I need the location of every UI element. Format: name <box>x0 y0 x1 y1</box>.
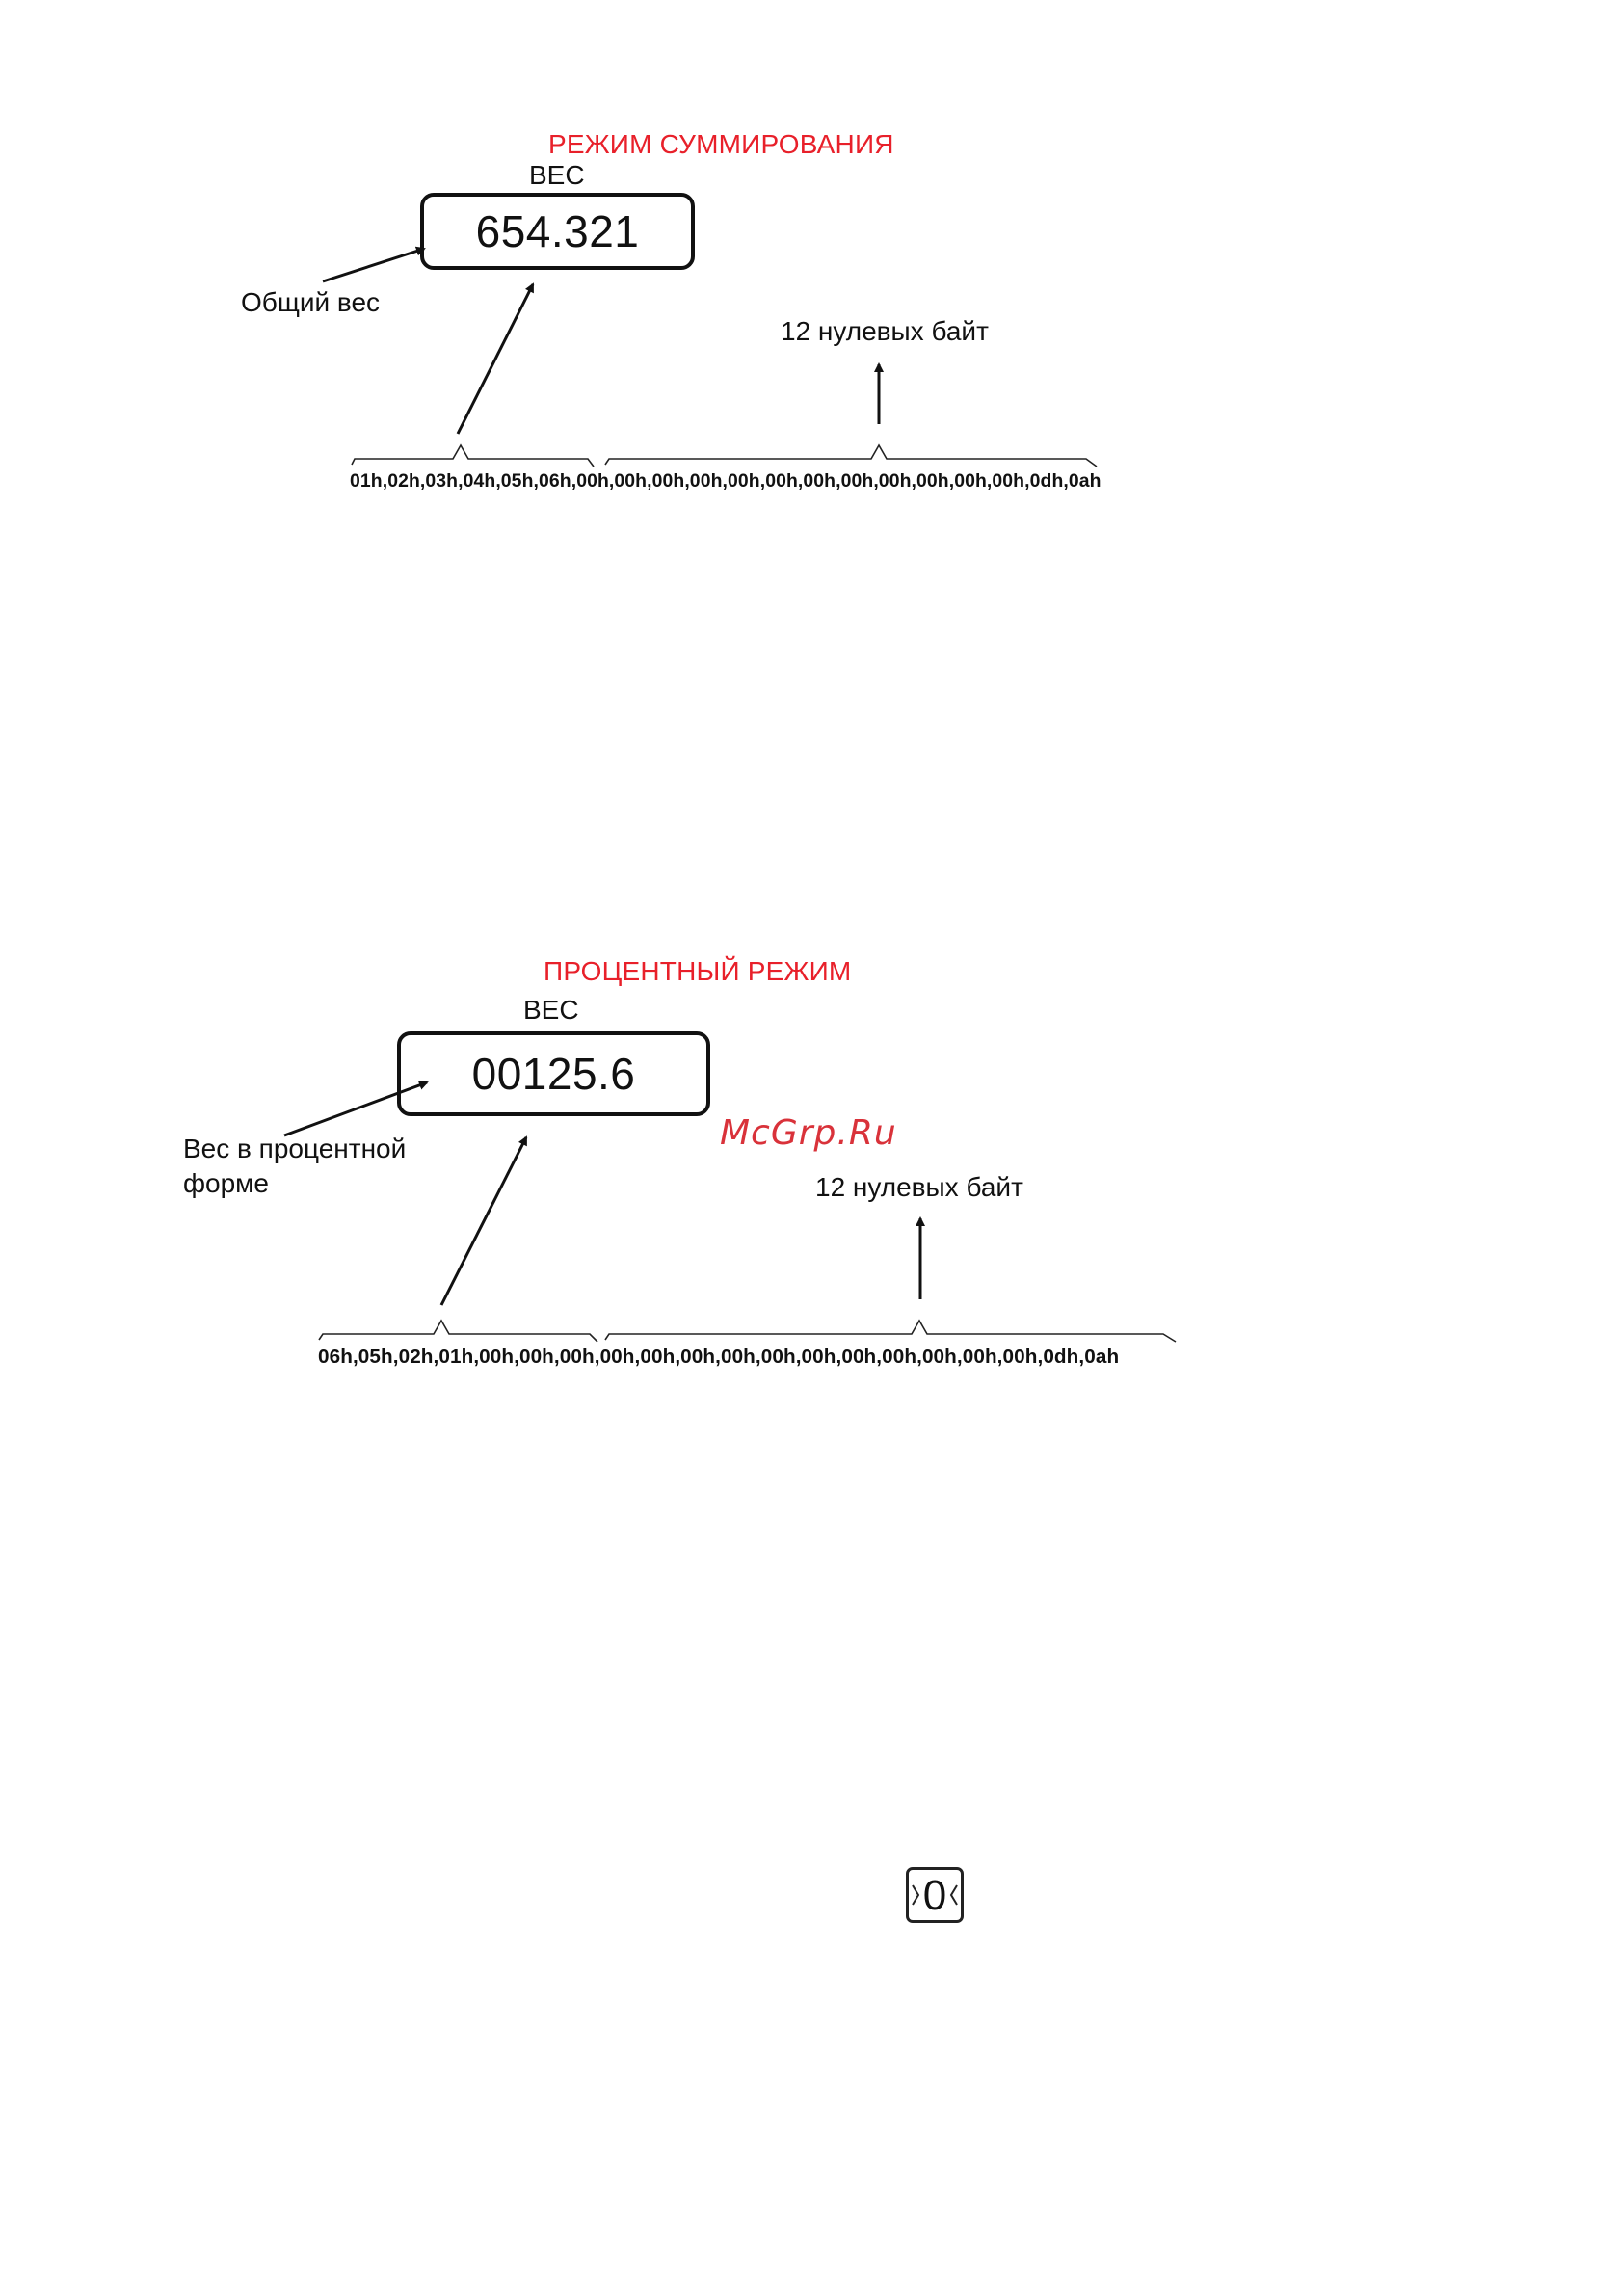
weight-bytes: 06h,05h,02h,01h,00h,00h, <box>318 1346 560 1368</box>
weight-bytes-brace <box>352 445 594 467</box>
zero-bytes-brace <box>605 1321 1176 1342</box>
weight-bytes: 01h,02h,03h,04h,05h,06h, <box>350 470 577 492</box>
callout-arrow <box>323 249 424 281</box>
zero-key-icon <box>906 1867 964 1923</box>
weight-display <box>420 193 695 270</box>
weight-display <box>397 1031 710 1116</box>
byte-sequence <box>350 470 1101 493</box>
terminator-bytes: 0dh,0ah <box>1029 470 1101 492</box>
weight-bytes-brace <box>319 1321 597 1342</box>
total-weight-callout: Общий вес <box>241 287 381 317</box>
summation-mode-diagram <box>0 0 1619 540</box>
terminator-bytes: 0dh,0ah <box>1043 1346 1120 1368</box>
watermark: McGrp.Ru <box>720 1113 897 1153</box>
zero-bytes-brace <box>605 445 1097 467</box>
zero-bytes: 00h,00h,00h,00h,00h,00h,00h,00h,00h,00h,00h,00h, <box>559 1346 1044 1368</box>
percent-mode-diagram <box>0 945 1619 1427</box>
callout-line: форме <box>183 1168 270 1198</box>
mode-title: ПРОЦЕНТНЫЙ РЕЖИМ <box>544 956 852 986</box>
percent-weight-callout <box>183 1132 406 1201</box>
display-value: 00125.6 <box>471 1049 636 1099</box>
callout-line: Вес в процентной <box>183 1134 407 1163</box>
bytes-to-display-arrow <box>458 284 533 434</box>
byte-sequence <box>318 1346 1119 1369</box>
zero-key-digit: 0 <box>922 1872 947 1919</box>
zero-bytes-label: 12 нулевых байт <box>815 1172 1023 1202</box>
weight-label: ВЕС <box>523 995 579 1025</box>
zero-bytes: 00h,00h,00h,00h,00h,00h,00h,00h,00h,00h,00h,00h, <box>576 470 1030 492</box>
summation-connector-lines <box>0 0 1619 540</box>
weight-label: ВЕС <box>529 160 585 190</box>
zero-bytes-label: 12 нулевых байт <box>781 316 989 346</box>
mode-title: РЕЖИМ СУММИРОВАНИЯ <box>548 129 894 159</box>
bytes-to-display-arrow <box>441 1137 526 1305</box>
display-value: 654.321 <box>475 206 640 256</box>
